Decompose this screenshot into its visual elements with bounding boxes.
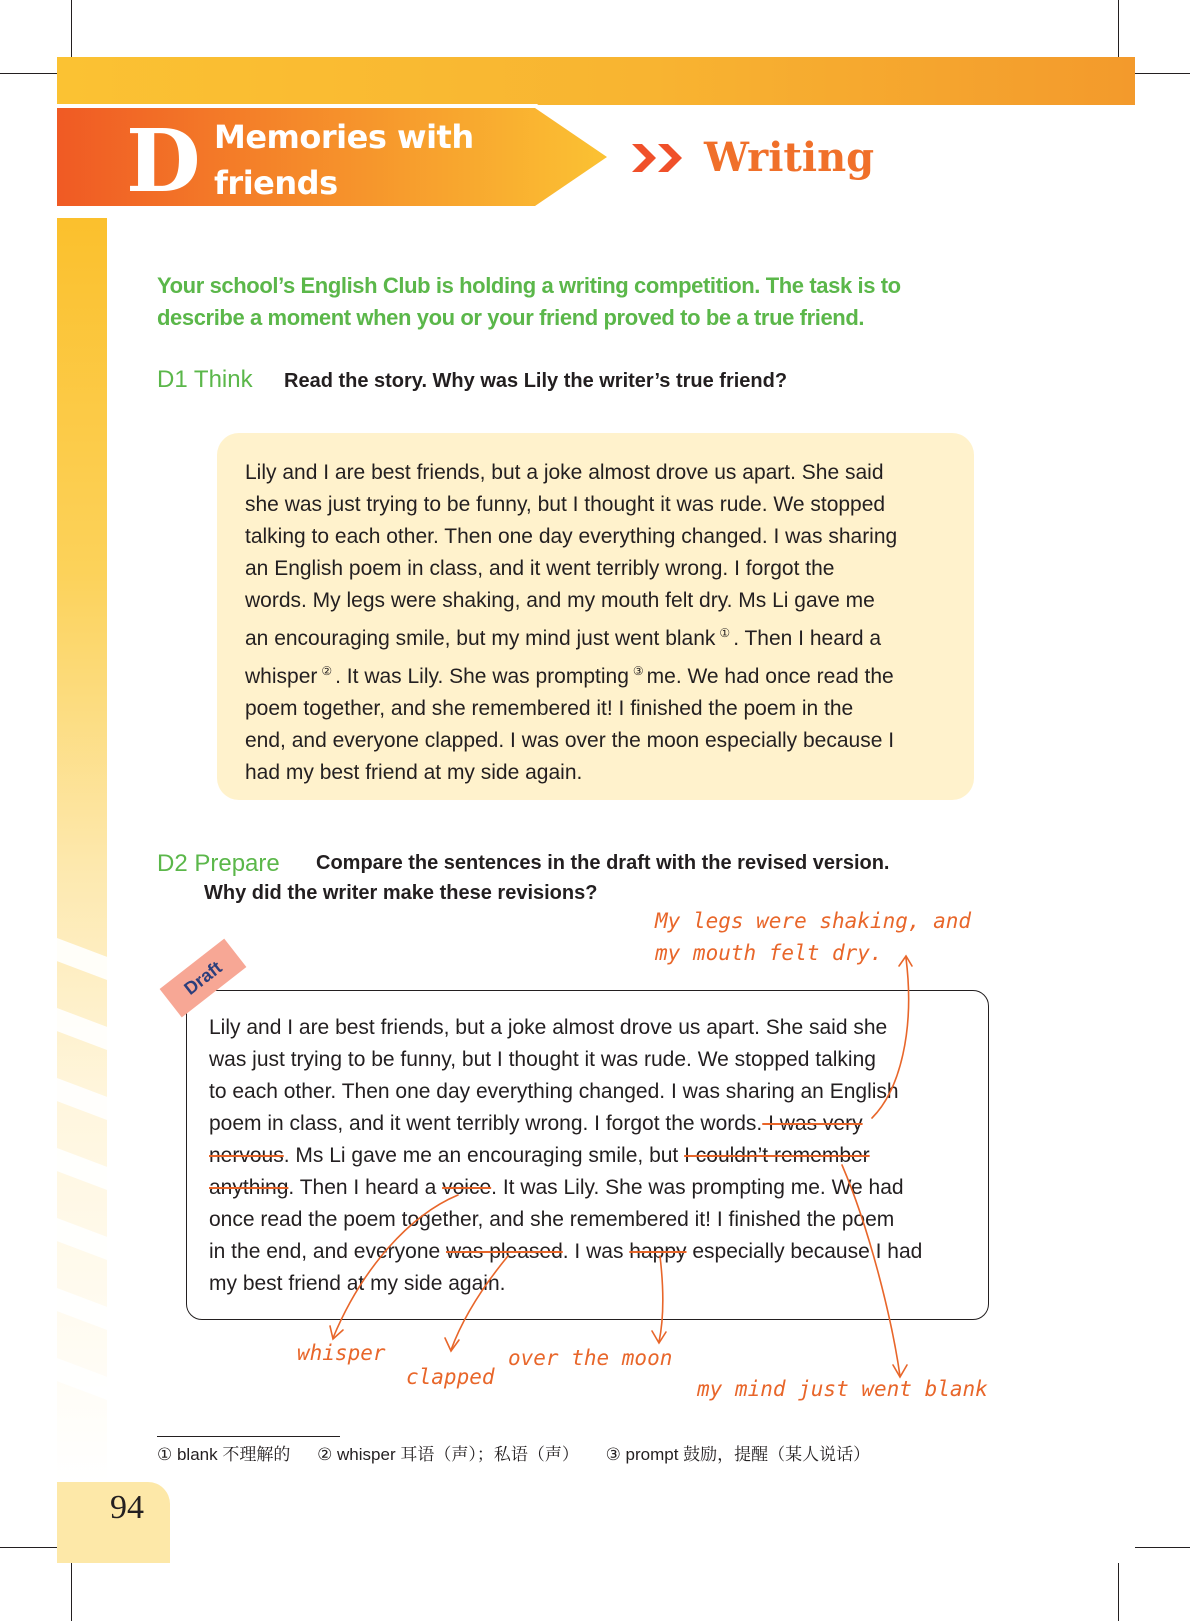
story-line: poem together, and she remembered it! I finished the poem in the xyxy=(245,697,854,720)
revision-line: my mouth felt dry. xyxy=(655,941,883,965)
page-number: 94 xyxy=(110,1489,144,1526)
arrow-moon xyxy=(659,1256,663,1342)
draft-line: my best friend at my side again. xyxy=(209,1272,506,1295)
d1-label: D1 Think xyxy=(157,366,253,393)
struck-text: anything xyxy=(209,1176,289,1199)
arrow-clapped xyxy=(451,1256,508,1350)
footnote-marker: ③ xyxy=(632,664,644,678)
d1-question: Read the story. Why was Lily the writer’s true friend? xyxy=(284,370,788,392)
arrow-legs xyxy=(872,958,909,1118)
footnotes xyxy=(157,1440,977,1470)
revision-whisper: whisper xyxy=(297,1341,386,1365)
arrow-legs-head xyxy=(899,956,912,966)
story-line: talking to each other. Then one day everything changed. I was sharing xyxy=(245,525,898,548)
draft-line: once read the poem together, and she remembered it! I finished the poem xyxy=(209,1208,895,1231)
story-fragment: . It was Lily. She was prompting xyxy=(335,665,629,688)
revision-over-the-moon: over the moon xyxy=(508,1346,673,1370)
footnote-marker: ① xyxy=(719,626,731,640)
footnote-blank: ① blank 不理解的 xyxy=(157,1445,291,1464)
story-line: she was just trying to be funny, but I thought it was rude. We stopped xyxy=(245,493,886,516)
struck-text: voice xyxy=(442,1176,492,1199)
section-title: Writing xyxy=(704,134,875,181)
arrow-clapped-head xyxy=(445,1338,459,1351)
draft-line: was just trying to be funny, but I thought it was rude. We stopped talking xyxy=(209,1048,876,1071)
revision-clapped: clapped xyxy=(406,1365,495,1389)
story-line: Lily and I are best friends, but a joke almost drove us apart. She said xyxy=(245,461,884,484)
revision-line: My legs were shaking, and xyxy=(655,909,972,933)
d2-label: D2 Prepare xyxy=(157,850,280,877)
struck-text: I couldn’t remember xyxy=(684,1144,870,1167)
footnote-marker: ② xyxy=(321,664,333,678)
struck-text: happy xyxy=(629,1240,687,1263)
draft-fragment: . It was Lily. She was prompting me. We had xyxy=(491,1176,904,1199)
draft-fragment: in the end, and everyone xyxy=(209,1240,447,1263)
revision-mind-blank: my mind just went blank xyxy=(697,1377,988,1401)
draft-fragment: . Then I heard a xyxy=(288,1176,443,1199)
story-fragment: me. We had once read the xyxy=(646,665,894,688)
story-line: an English poem in class, and it went terribly wrong. I forgot the xyxy=(245,557,835,580)
draft-tag: Draft xyxy=(160,939,247,1018)
unit-title-line: Memories with xyxy=(214,118,474,156)
draft-line: Lily and I are best friends, but a joke almost drove us apart. She said she xyxy=(209,1016,888,1039)
unit-title-line: friends xyxy=(214,164,338,202)
unit-letter: D xyxy=(126,111,201,212)
story-fragment: an encouraging smile, but my mind just went blank xyxy=(245,627,716,650)
d2-question-line: Compare the sentences in the draft with the revised version. xyxy=(316,852,890,874)
struck-text: nervous xyxy=(209,1144,284,1167)
draft-fragment: especially because I had xyxy=(686,1240,923,1263)
story-fragment: . Then I heard a xyxy=(733,627,882,650)
d2-question-line: Why did the writer make these revisions? xyxy=(204,882,598,904)
draft-line: to each other. Then one day everything changed. I was sharing an English xyxy=(209,1080,899,1103)
task-line: describe a moment when you or your friend proved to be a true friend. xyxy=(157,305,865,330)
story-line: had my best friend at my side again. xyxy=(245,761,583,784)
footnote-whisper: ② whisper 耳语（声）；私语（声） xyxy=(317,1445,579,1464)
struck-text: I was very xyxy=(762,1112,863,1135)
story-fragment: whisper xyxy=(245,665,318,688)
draft-fragment: . I was xyxy=(562,1240,630,1263)
footnote-prompt: ③ prompt 鼓励，提醒（某人说话） xyxy=(605,1445,871,1464)
arrow-blank xyxy=(842,1165,900,1376)
draft-fragment: poem in class, and it went terribly wrong. I forgot the words. xyxy=(209,1112,763,1135)
struck-text: was pleased xyxy=(446,1240,563,1263)
arrow-whisper xyxy=(333,1195,458,1338)
story-line: end, and everyone clapped. I was over the moon especially because I xyxy=(245,729,895,752)
story-line: words. My legs were shaking, and my mouth felt dry. Ms Li gave me xyxy=(245,589,875,612)
draft-fragment: . Ms Li gave me an encouraging smile, but xyxy=(283,1144,685,1167)
footnote-rule xyxy=(157,1436,340,1437)
task-line: Your school’s English Club is holding a writing competition. The task is to xyxy=(157,273,901,298)
